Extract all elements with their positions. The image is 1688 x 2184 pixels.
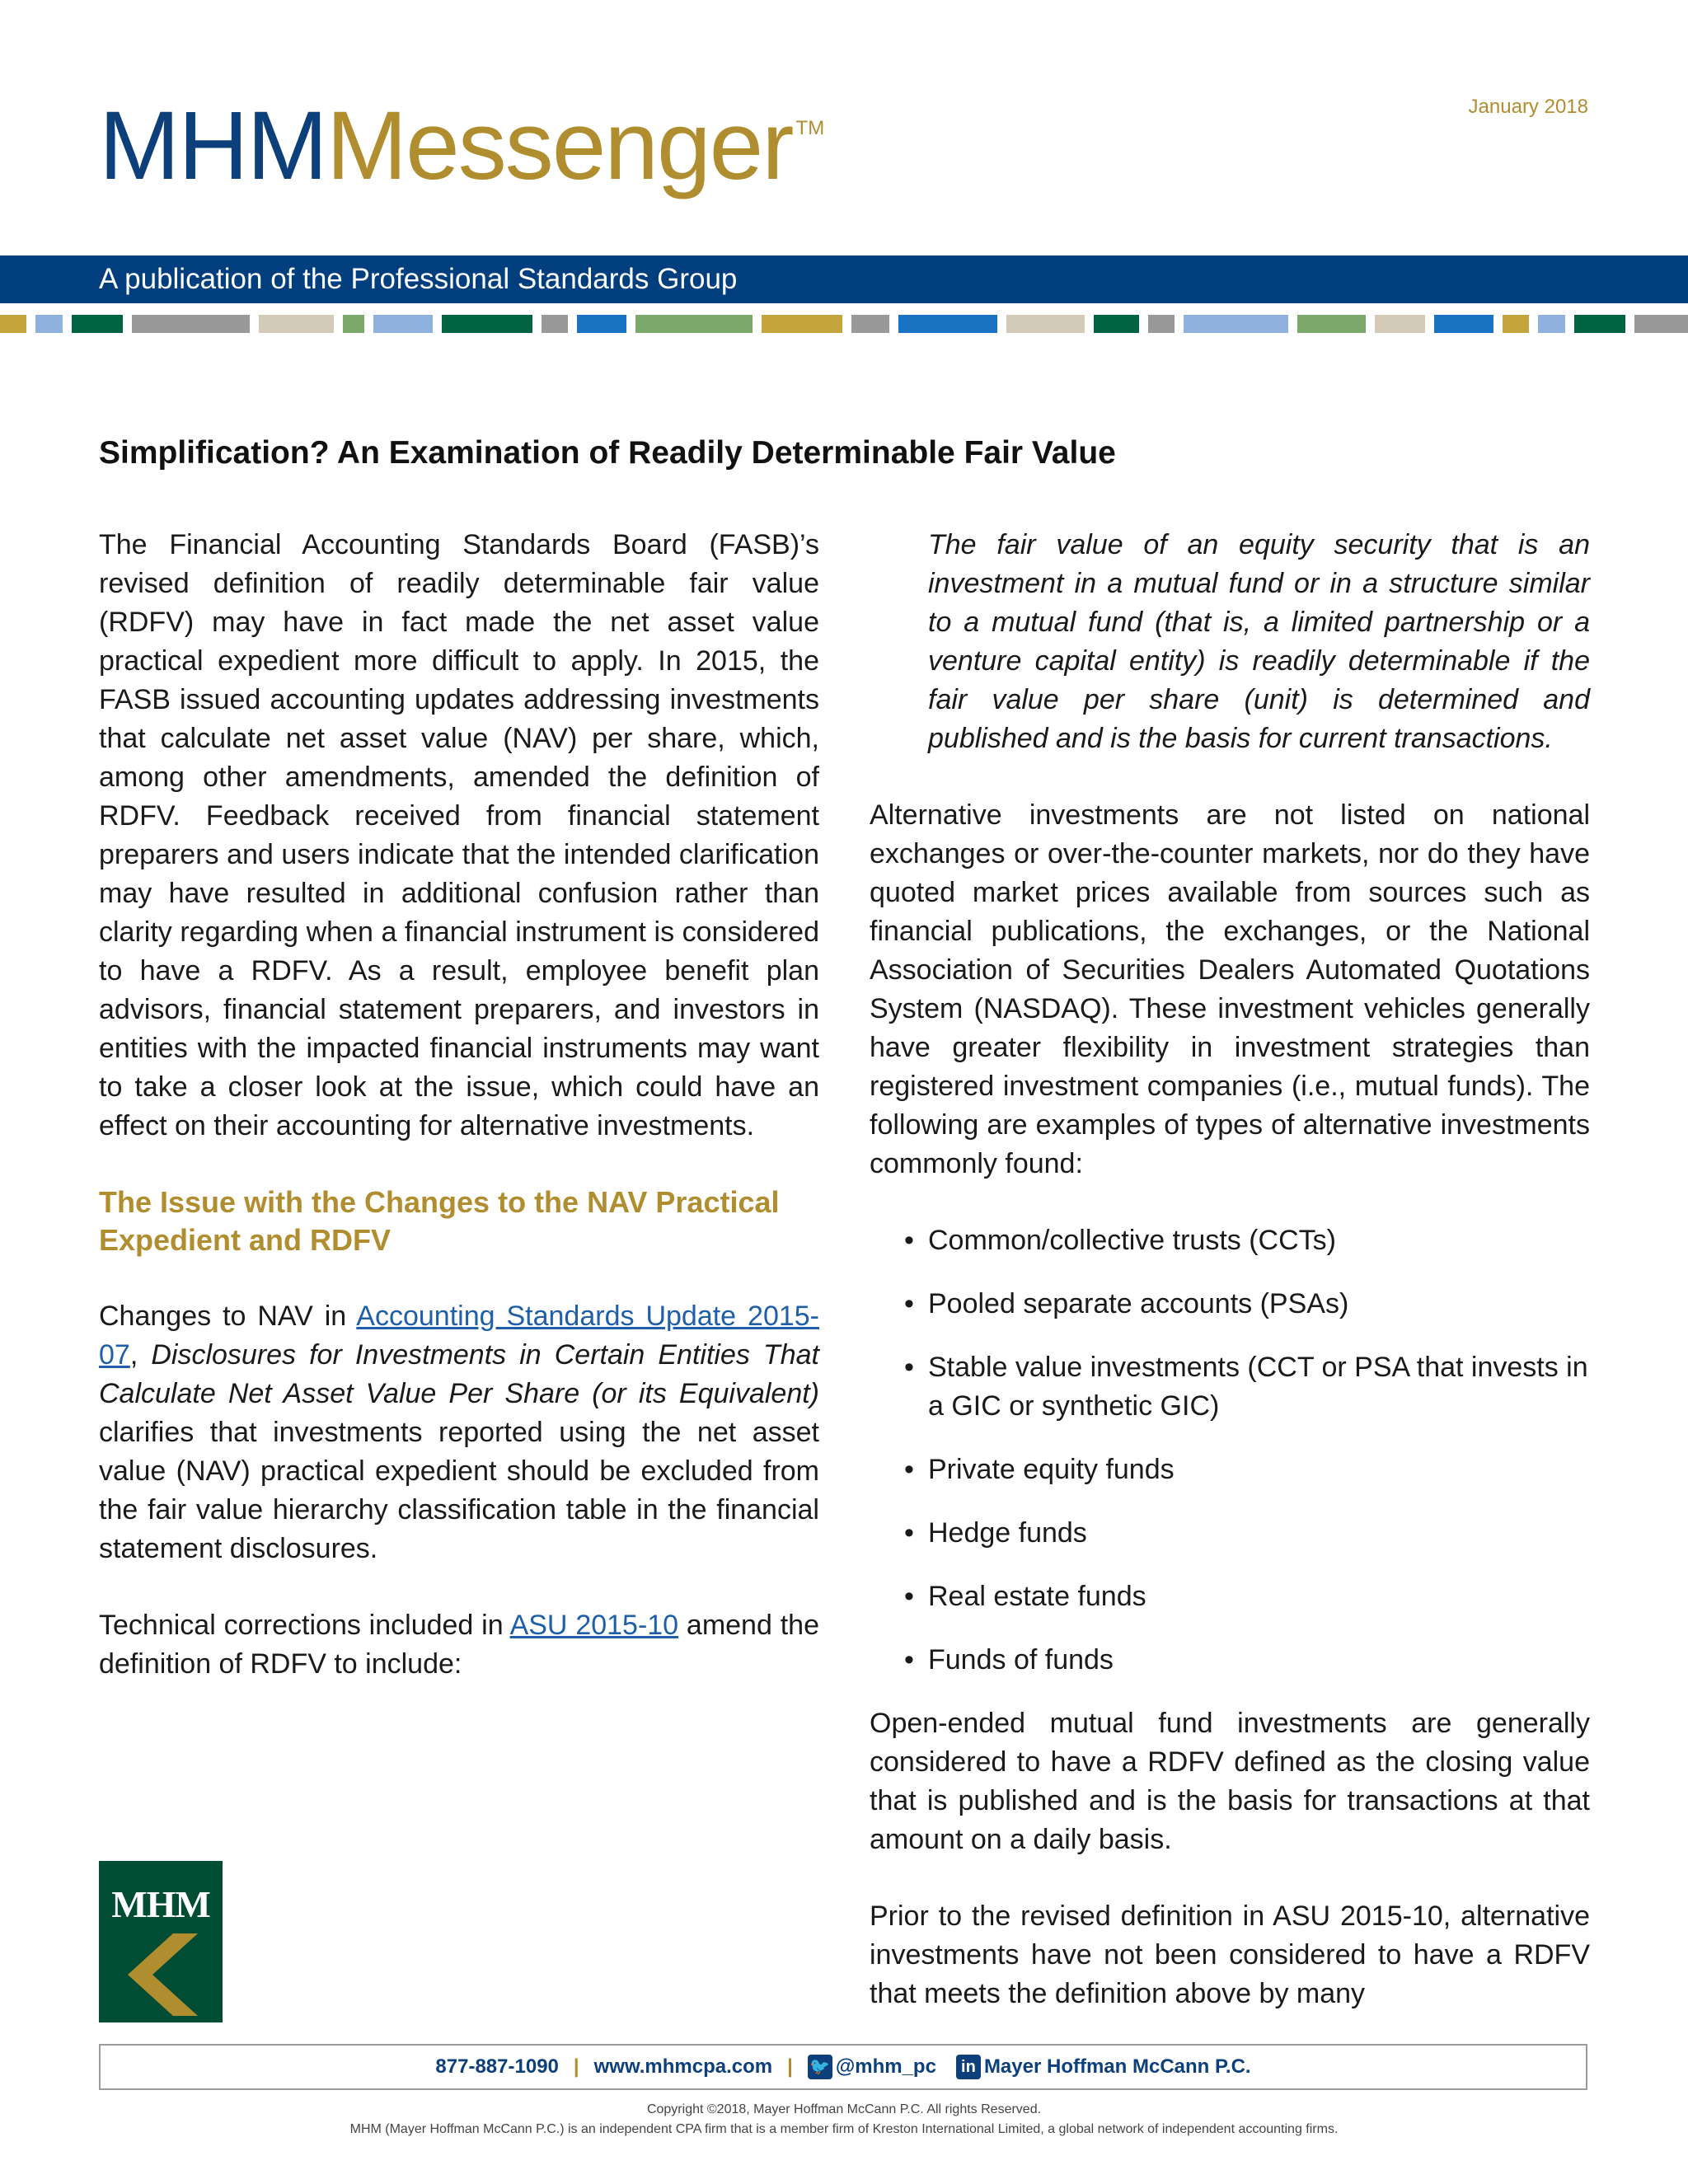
bullet-glyph: •	[904, 1454, 914, 1485]
stripe-segment	[1634, 315, 1688, 333]
left-column	[99, 526, 819, 1684]
prior-paragraph: Prior to the revised definition in ASU 2015-10, alternative investments have not been considered to have a RDFV that meets the definition above by many	[870, 1900, 1590, 2009]
stripe-segment	[1297, 315, 1366, 333]
list-item-text: Real estate funds	[928, 1581, 1146, 1612]
bullet-glyph: •	[904, 1644, 914, 1675]
stripe-segment	[259, 315, 334, 333]
stripe-segment	[1538, 315, 1565, 333]
list-item-text: Common/collective trusts (CCTs)	[928, 1225, 1336, 1256]
stripe-segment	[542, 315, 568, 333]
stripe-segment	[577, 315, 626, 333]
stripe-segment	[72, 315, 123, 333]
stripe-segment	[1503, 315, 1529, 333]
bullet-glyph: •	[904, 1352, 914, 1383]
alternative-paragraph: Alternative investments are not listed on national exchanges or over-the-counter markets, nor do they have quoted market prices available from sources such as financial publications, the exchanges, or the National Association of Securities Dealers Automated Quotations System (NASDAQ). These investment vehicles generally have greater flexibility in investment strategies than registered investment companies (i.e., mutual funds). The following are examples of types of alternative investments commonly found:	[870, 799, 1590, 1179]
stripe-segment	[35, 315, 63, 333]
linkedin-icon: in	[956, 2055, 981, 2079]
technical-paragraph	[99, 1606, 819, 1684]
list-item	[904, 1221, 1590, 1260]
masthead-logo	[99, 91, 825, 204]
chevron-logo-icon	[124, 1933, 198, 2016]
linkedin-link[interactable]	[956, 2055, 1251, 2079]
stripe-segment	[373, 315, 433, 333]
publication-bar	[0, 255, 1688, 303]
stripe-segment	[851, 315, 889, 333]
bullet-glyph: •	[904, 1225, 914, 1256]
separator: |	[573, 2055, 579, 2078]
twitter-icon: 🐦	[808, 2055, 832, 2079]
bullet-glyph: •	[904, 1288, 914, 1319]
twitter-handle: @mhm_pc	[835, 2055, 936, 2078]
stripe-segment	[442, 315, 532, 333]
stripe-segment	[1574, 315, 1625, 333]
mhm-logo	[99, 1861, 223, 2022]
changes-paragraph	[99, 1297, 819, 1568]
stripe-segment	[635, 315, 753, 333]
bullet-glyph: •	[904, 1517, 914, 1549]
section-heading: The Issue with the Changes to the NAV Practical Expedient and RDFV	[99, 1185, 780, 1257]
stripe-segment	[762, 315, 842, 333]
brand-mhm: MHM	[99, 91, 326, 200]
changes-suffix: clarifies that investments reported using the net asset value (NAV) practical expedient should be excluded from the fair value hierarchy classification table in the financial statement disclosures.	[99, 1417, 819, 1564]
asu-2015-10-link[interactable]: ASU 2015-10	[509, 1610, 679, 1641]
stripe-segment	[1434, 315, 1493, 333]
copyright-line: Copyright ©2018, Mayer Hoffman McCann P.C. All rights Reserved.	[646, 2102, 1042, 2116]
linkedin-name: Mayer Hoffman McCann P.C.	[983, 2055, 1251, 2078]
list-item-text: Stable value investments (CCT or PSA that invests in a GIC or synthetic GIC)	[928, 1352, 1588, 1422]
publication-line: A publication of the Professional Standards Group	[99, 263, 738, 295]
disclaimer-line: MHM (Mayer Hoffman McCann P.C.) is an independent CPA firm that is a member firm of Kreston International Limited, a global network of independent accounting firms.	[349, 2122, 1339, 2136]
open-ended-paragraph: Open-ended mutual fund investments are generally considered to have a RDFV defined as the closing value that is published and is the basis for transactions at that amount on a daily basis.	[870, 1708, 1590, 1855]
list-item	[904, 1285, 1590, 1324]
bullet-glyph: •	[904, 1581, 914, 1612]
right-column	[870, 526, 1590, 2013]
technical-prefix: Technical corrections included in	[99, 1610, 510, 1641]
list-item-text: Funds of funds	[928, 1644, 1114, 1675]
stripe-segment	[1375, 315, 1425, 333]
issue-date: January 2018	[1468, 96, 1588, 118]
list-item	[904, 1641, 1590, 1680]
list-item	[904, 1348, 1590, 1426]
list-item-text: Private equity funds	[928, 1454, 1175, 1485]
investment-types-list	[870, 1221, 1590, 1680]
rdfv-quote: The fair value of an equity security that is an investment in a mutual fund or in a structure similar to a mutual fund (that is, a limited partnership or a venture capital entity) is readily determinable if the fair value per share (unit) is determined and published and is the basis for current transactions.	[928, 529, 1590, 754]
phone-number[interactable]: 877-887-1090	[435, 2055, 559, 2078]
stripe-segment	[132, 315, 250, 333]
stripe-segment	[1148, 315, 1175, 333]
changes-prefix: Changes to NAV in	[99, 1301, 357, 1332]
copyright-block	[0, 2100, 1688, 2139]
list-item-text: Hedge funds	[928, 1517, 1087, 1549]
intro-paragraph: The Financial Accounting Standards Board (FASB)’s revised definition of readily determinable fair value (RDFV) may have in fact made the net asset value practical expedient more difficult to apply. In 2015, the FASB issued accounting updates addressing investments that calculate net asset value (NAV) per share, which, among other amendments, amended the definition of RDFV. Feedback received from financial statement preparers and users indicate that the intended clarification may have resulted in additional confusion rather than clarity regarding when a financial instrument is considered to have a RDFV. As a result, employee benefit plan advisors, financial statement preparers, and investors in entities with the impacted financial instruments may want to take a closer look at the issue, which could have an effect on their accounting for alternative investments.	[99, 529, 819, 1141]
technical-suffix: amend the definition of RDFV to include:	[99, 1610, 819, 1680]
stripe-segment	[1094, 315, 1139, 333]
list-item	[904, 1577, 1590, 1616]
trademark: TM	[795, 117, 825, 139]
list-item	[904, 1451, 1590, 1489]
list-item	[904, 1514, 1590, 1553]
list-item-text: Pooled separate accounts (PSAs)	[928, 1288, 1349, 1319]
stripe-segment	[898, 315, 997, 333]
decorative-stripe	[0, 315, 1688, 333]
brand-messenger: Messenger	[326, 91, 793, 200]
asu-2015-07-link[interactable]: Accounting Standards Update 2015-07	[99, 1301, 820, 1371]
contact-bar	[99, 2044, 1587, 2090]
logo-text: MHM	[111, 1883, 210, 1925]
separator: |	[787, 2055, 793, 2078]
stripe-segment	[0, 315, 26, 333]
changes-comma: ,	[129, 1339, 152, 1371]
article-title: Simplification? An Examination of Readily Determinable Fair Value	[99, 435, 1116, 471]
stripe-segment	[1184, 315, 1288, 333]
asu-title: Disclosures for Investments in Certain Entities That Calculate Net Asset Value Per Share (or its Equivalent)	[99, 1339, 819, 1409]
website-link[interactable]: www.mhmcpa.com	[593, 2055, 773, 2078]
twitter-link[interactable]	[808, 2055, 936, 2079]
stripe-segment	[1006, 315, 1085, 333]
stripe-segment	[343, 315, 364, 333]
